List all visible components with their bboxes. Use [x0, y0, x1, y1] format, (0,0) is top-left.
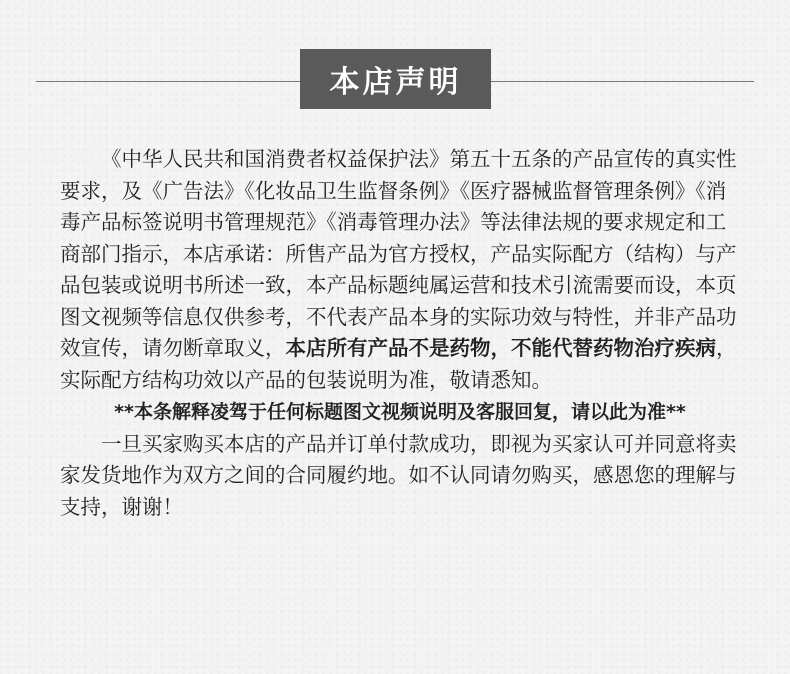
paragraph-1-tail: ，实际配方结构功效以产品的包装说明为准，敬请悉知。: [60, 336, 737, 392]
paragraph-1-lead: 《中华人民共和国消费者权益保护法》第五十五条的产品宣传的真实性要求，及《广告法》《化妆品卫生监督条例》《医疗器械监督管理条例》《消毒产品标签说明书管理规范》《消毒管理办法》等法律法规的要求规定和工商部门指示，本店承诺：所售产品为官方授权，产品实际配方（结构）与产品包装或说明书所述一致，本产品标题纯属运营和技术引流需要而设，本页图文视频等信息仅供参考，不代表产品本身的实际功效与特性，并非产品功效宣传，请勿断章取义，: [60, 147, 737, 360]
statement-body: [60, 144, 740, 523]
paragraph-1-bold-claim: 本店所有产品不是药物，不能代替药物治疗疾病: [285, 336, 716, 360]
statement-paragraph-1: [60, 144, 740, 396]
page-title: 本店声明: [300, 49, 491, 109]
statement-paragraph-2: 一旦买家购买本店的产品并订单付款成功，即视为买家认可并同意将卖家发货地作为双方之间的合同履约地。如不认同请勿购买，感恩您的理解与支持，谢谢！: [60, 431, 737, 519]
statement-notice: **本条解释凌驾于任何标题图文视频说明及客服回复，请以此为准**: [114, 401, 686, 423]
